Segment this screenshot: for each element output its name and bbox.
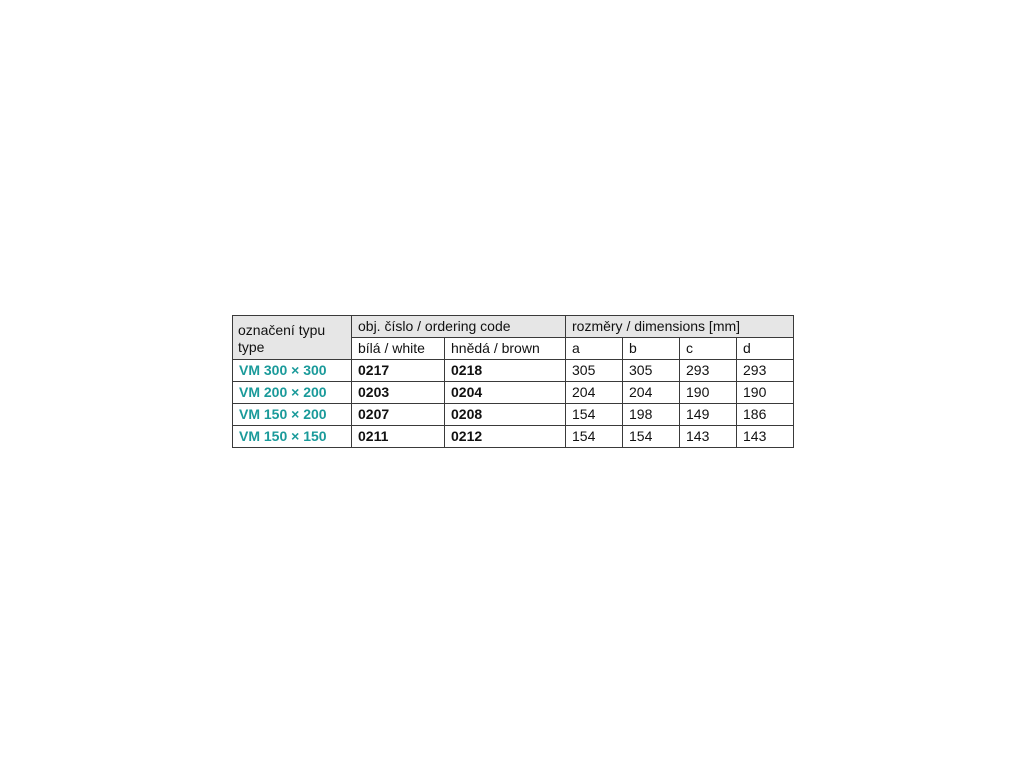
dim-c-value: 190	[680, 382, 737, 404]
white-code: 0207	[352, 404, 445, 426]
dim-c-value: 149	[680, 404, 737, 426]
dim-a-value: 305	[566, 360, 623, 382]
model-name: VM 200 × 200	[233, 382, 352, 404]
brown-column-header: hnědá / brown	[445, 338, 566, 360]
dim-b-value: 204	[623, 382, 680, 404]
dim-a-header: a	[566, 338, 623, 360]
table-row	[233, 382, 794, 404]
header-row-1	[233, 316, 794, 338]
white-code: 0217	[352, 360, 445, 382]
ordering-code-header: obj. číslo / ordering code	[352, 316, 566, 338]
dim-d-value: 293	[737, 360, 794, 382]
dim-c-value: 293	[680, 360, 737, 382]
white-code: 0203	[352, 382, 445, 404]
dim-d-value: 186	[737, 404, 794, 426]
dim-b-value: 305	[623, 360, 680, 382]
dim-d-header: d	[737, 338, 794, 360]
brown-code: 0212	[445, 426, 566, 448]
model-name: VM 150 × 150	[233, 426, 352, 448]
model-name: VM 300 × 300	[233, 360, 352, 382]
white-code: 0211	[352, 426, 445, 448]
dim-c-header: c	[680, 338, 737, 360]
brown-code: 0218	[445, 360, 566, 382]
dim-d-value: 143	[737, 426, 794, 448]
dim-b-value: 198	[623, 404, 680, 426]
dimensions-header: rozměry / dimensions [mm]	[566, 316, 794, 338]
dim-c-value: 143	[680, 426, 737, 448]
dim-a-value: 204	[566, 382, 623, 404]
dim-b-header: b	[623, 338, 680, 360]
brown-code: 0208	[445, 404, 566, 426]
table-row	[233, 404, 794, 426]
brown-code: 0204	[445, 382, 566, 404]
type-header-cell	[233, 316, 352, 360]
type-label-cz: označení typu	[238, 322, 326, 338]
dim-b-value: 154	[623, 426, 680, 448]
table-row	[233, 360, 794, 382]
dim-a-value: 154	[566, 426, 623, 448]
type-label-en: type	[238, 339, 265, 355]
model-name: VM 150 × 200	[233, 404, 352, 426]
dim-d-value: 190	[737, 382, 794, 404]
white-column-header: bílá / white	[352, 338, 445, 360]
table-row	[233, 426, 794, 448]
product-spec-table	[232, 315, 794, 448]
dim-a-value: 154	[566, 404, 623, 426]
